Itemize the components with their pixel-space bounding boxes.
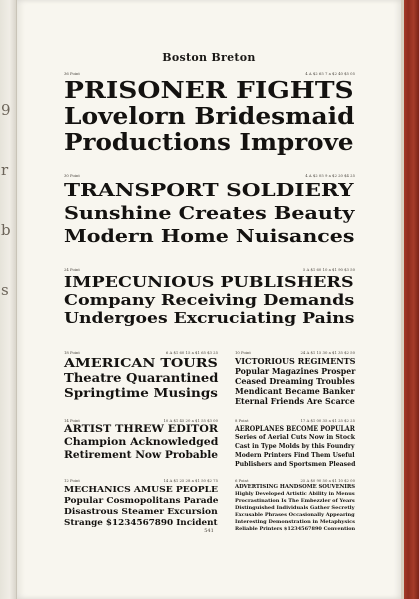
- specimen-line: AMERICAN TOURS: [64, 356, 218, 370]
- specimen-line: Sunshine Creates Beauty: [64, 203, 355, 224]
- block-18pt-size: 18 Point: [64, 350, 80, 355]
- specimen-page: [17, 0, 401, 599]
- block-24pt-size: 24 Point: [64, 267, 80, 272]
- edge-glyph: r: [1, 161, 9, 179]
- block-14pt-size: 14 Point: [64, 418, 80, 423]
- specimen-line: Popular Magazines Prosper: [235, 366, 356, 376]
- block-30pt-size: 30 Point: [64, 173, 80, 178]
- specimen-line: Disastrous Steamer Excursion: [64, 507, 218, 517]
- specimen-line: Champion Acknowledged: [64, 437, 219, 448]
- edge-glyph: b: [1, 221, 11, 239]
- specimen-line: Retirement Now Probable: [64, 450, 219, 461]
- block-36pt-prices: 4 A $2 65 7 a $2 40 $5 05: [305, 71, 355, 76]
- specimen-line: Modern Home Nuisances: [64, 226, 355, 247]
- specimen-line: Excusable Phrases Occasionally Appearing: [235, 512, 355, 518]
- left-page-glyphs: [1, 80, 11, 320]
- specimen-line: Strange $1234567890 Incident: [64, 518, 218, 528]
- specimen-line: Lovelorn Bridesmaid: [64, 103, 355, 130]
- specimen-line: TRANSPORT SOLDIERY: [64, 180, 354, 201]
- block-6pt-prices: 25 A $0 90 50 a $1 10 $2 00: [300, 478, 355, 483]
- specimen-line: ARTIST THREW EDITOR: [64, 424, 219, 435]
- specimen-line: Highly Developed Artistic Ability in Menus: [235, 491, 355, 497]
- specimen-line: Reliable Printers $1234567890 Convention: [235, 526, 356, 532]
- left-page-edge: [0, 0, 17, 599]
- block-14pt-prices: 10 A $1 45 20 a $1 55 $3 00: [163, 418, 218, 423]
- specimen-line: VICTORIOUS REGIMENTS: [235, 356, 356, 366]
- block-30pt-prices: 4 A $2 05 9 a $2 20 $4 25: [305, 173, 355, 178]
- specimen-line: Ceased Dreaming Troubles: [235, 376, 355, 386]
- block-12pt-prices: 14 A $1 25 28 a $1 50 $2 75: [163, 478, 218, 483]
- specimen-line: PRISONER FIGHTS: [64, 77, 354, 104]
- specimen-line: Modern Printers Find Them Useful: [235, 451, 355, 459]
- book-cover-edge: [401, 0, 419, 599]
- block-10pt-prices: 24 A $1 15 30 a $1 35 $2 50: [300, 350, 355, 355]
- specimen-line: Interesting Demonstration in Metaphysics: [235, 519, 356, 525]
- block-24pt-prices: 5 A $1 60 10 a $1 90 $3 50: [302, 267, 355, 272]
- specimen-line: AEROPLANES BECOME POPULAR: [235, 424, 355, 433]
- edge-glyph: s: [1, 281, 9, 299]
- specimen-line: Productions Improve: [64, 129, 354, 156]
- specimen-line: Popular Cosmopolitans Parade: [64, 496, 219, 506]
- specimen-line: Procrastination Is The Embezzler of Years: [235, 498, 355, 504]
- specimen-line: Mendicant Became Banker: [235, 386, 355, 396]
- block-36pt-size: 36 Point: [64, 71, 80, 76]
- block-18pt-prices: 6 A $1 60 15 a $1 65 $3 25: [165, 350, 218, 355]
- edge-glyph: 9: [1, 101, 11, 119]
- specimen-line: Cast in Type Molds by this Foundry: [235, 442, 355, 450]
- block-6pt-size: 6 Point: [235, 478, 249, 483]
- specimen-line: Publishers and Sportsmen Pleased: [235, 460, 356, 468]
- block-12pt-size: 12 Point: [64, 478, 80, 483]
- specimen-line: Company Receiving Demands: [64, 291, 355, 309]
- block-8pt-prices: 17 A $1 00 35 a $1 25 $2 25: [300, 418, 355, 423]
- block-10pt-size: 10 Point: [235, 350, 251, 355]
- specimen-line: Undergoes Excruciating Pains: [64, 309, 355, 327]
- page-number: 541: [204, 528, 214, 534]
- page-title: Boston Breton: [162, 51, 256, 64]
- block-8pt-size: 8 Point: [235, 418, 249, 423]
- specimen-line: IMPECUNIOUS PUBLISHERS: [64, 273, 354, 291]
- specimen-line: Eternal Friends Are Scarce: [235, 396, 355, 406]
- specimen-line: Distinguished Individuals Gather Secretly: [235, 505, 355, 511]
- specimen-line: ADVERTISING HANDSOME SOUVENIRS: [235, 484, 356, 490]
- specimen-line: Series of Aerial Cuts Now in Stock: [235, 433, 356, 441]
- specimen-line: MECHANICS AMUSE PEOPLE: [64, 485, 219, 495]
- specimen-line: Theatre Quarantined: [64, 371, 219, 385]
- specimen-line: Springtime Musings: [64, 386, 218, 400]
